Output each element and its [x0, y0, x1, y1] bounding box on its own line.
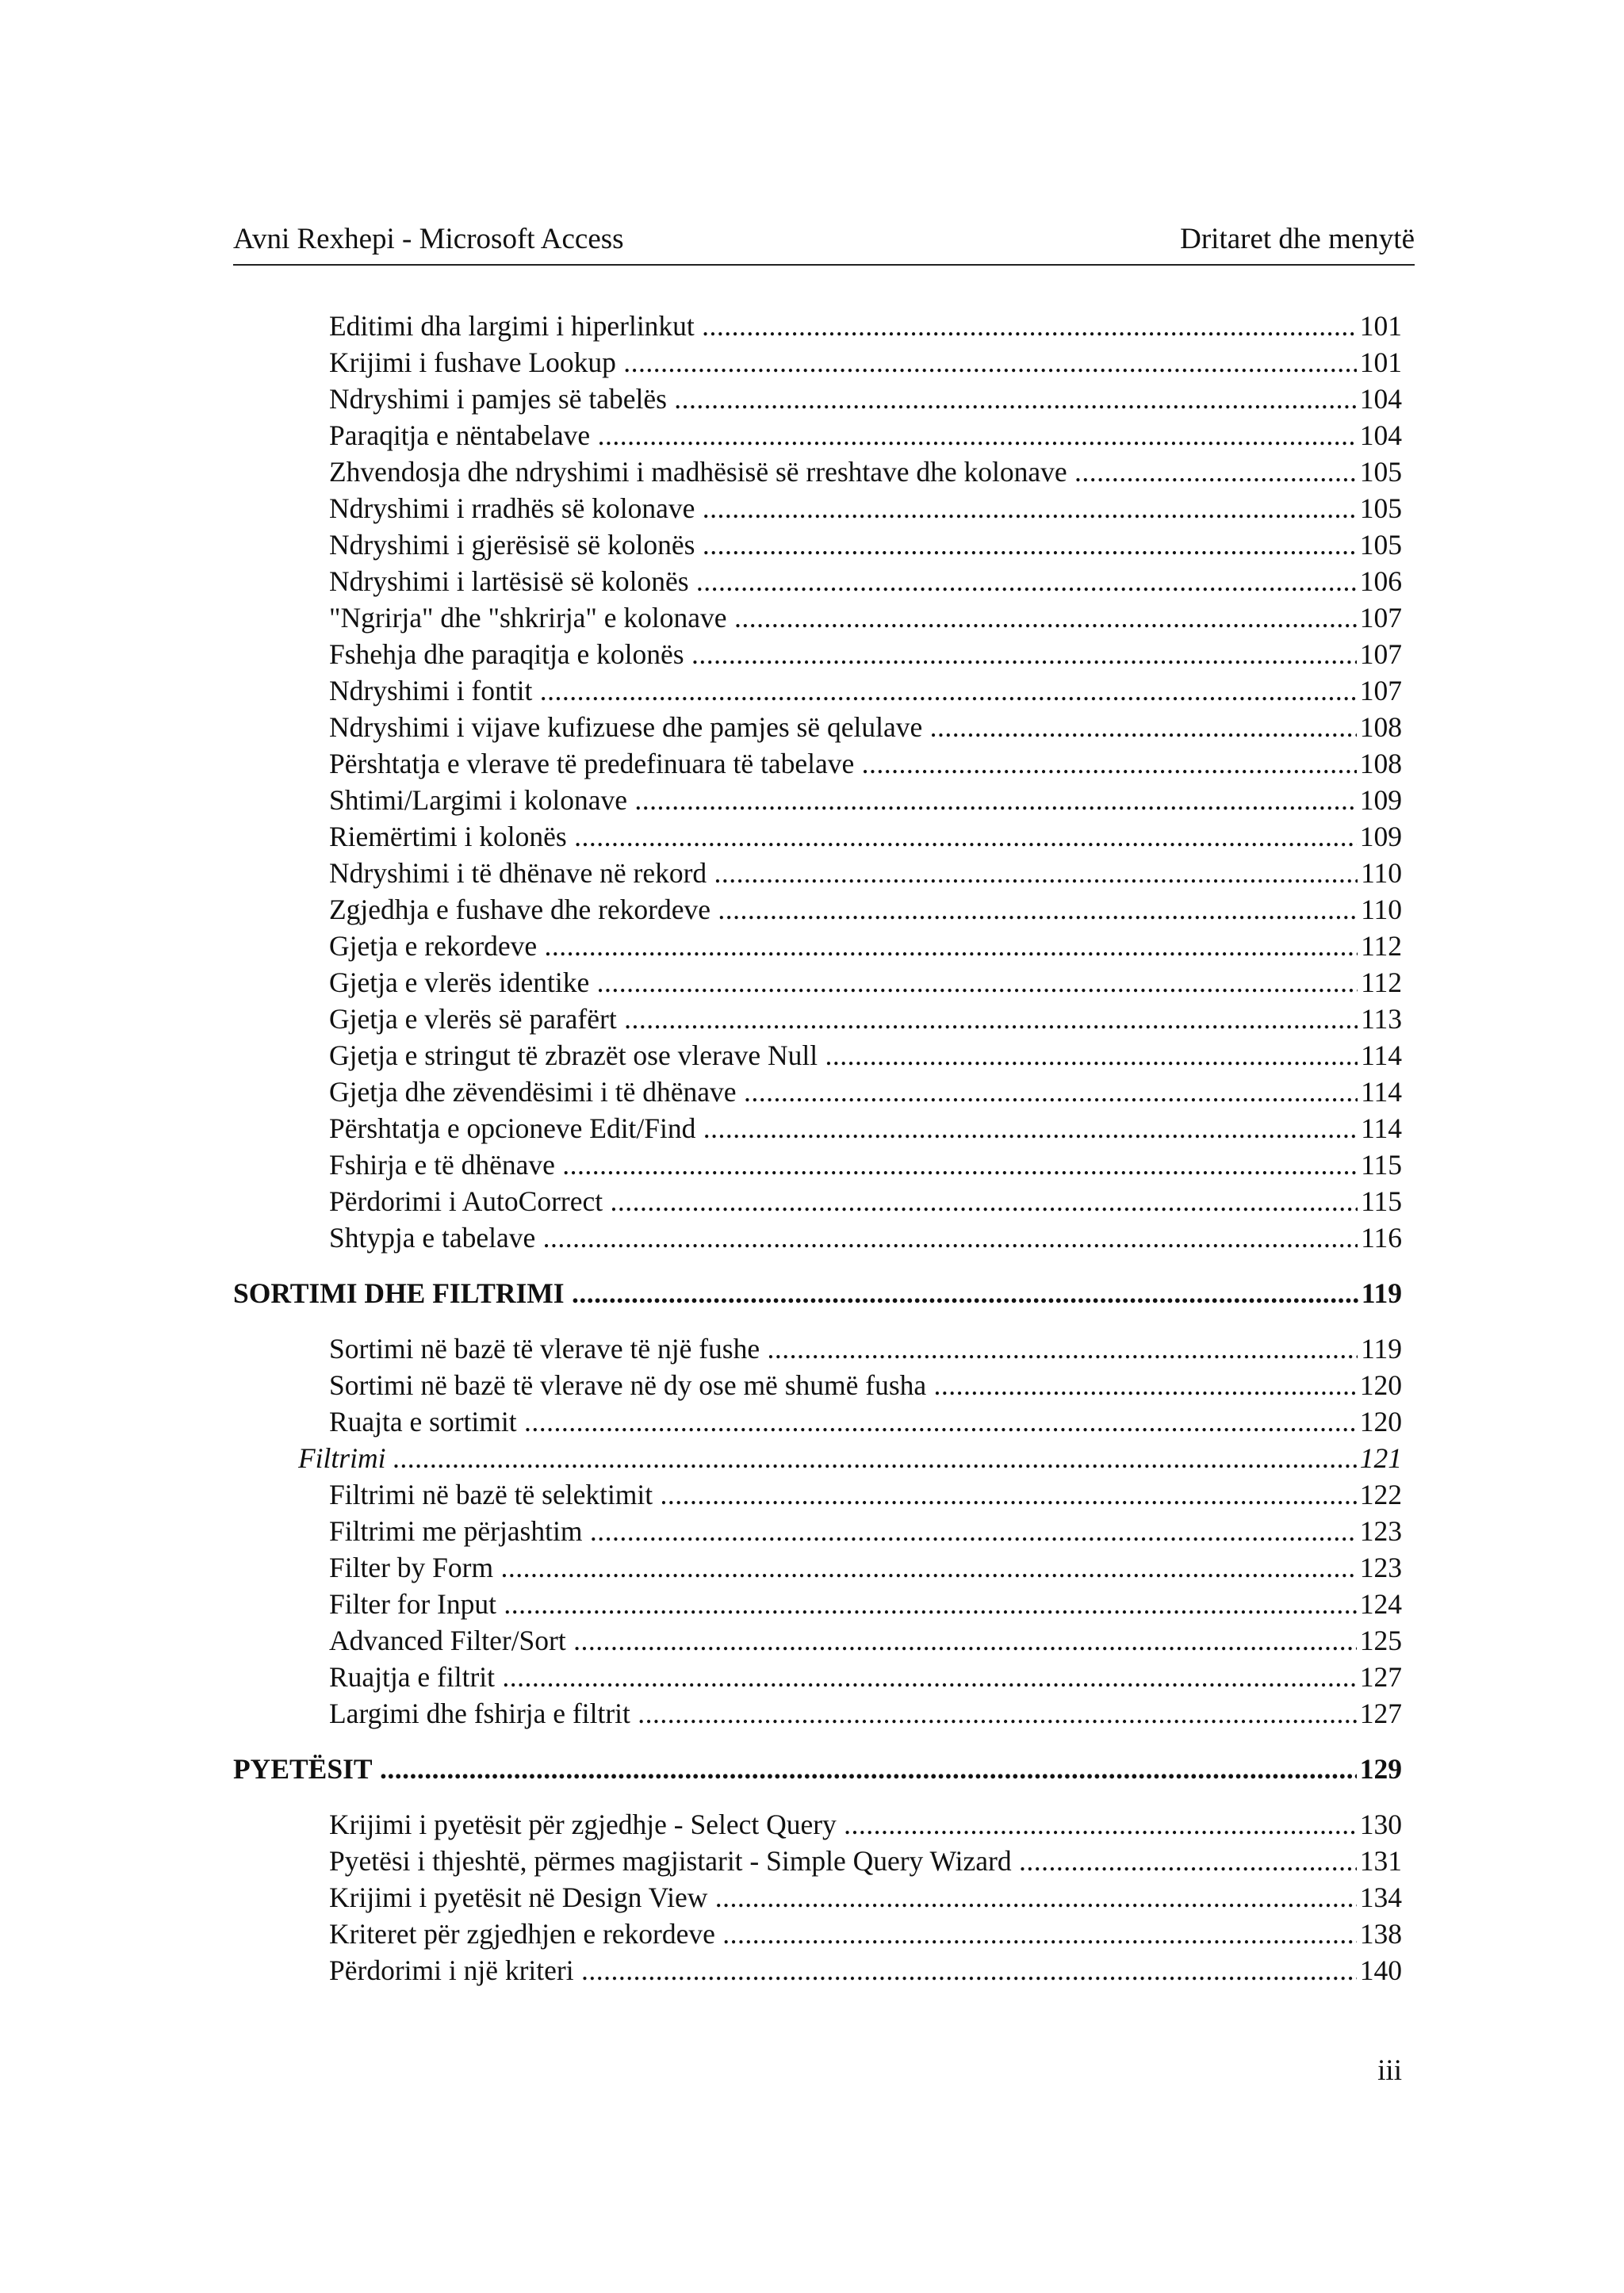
- toc-entry: [233, 563, 1402, 599]
- toc-entry-page: 107: [1357, 602, 1402, 634]
- toc-entry-title: Ndryshimi i fontit .....: [329, 675, 1402, 706]
- toc-entry-title: Krijimi i pyetësit në Design View .....: [329, 1881, 1402, 1913]
- toc-entry: [233, 672, 1402, 709]
- toc-entry: [233, 855, 1402, 891]
- toc-entry: [233, 1952, 1402, 1989]
- toc-entry-page: 114: [1358, 1039, 1402, 1071]
- toc-entry-page: 114: [1358, 1076, 1402, 1108]
- toc-entry: [233, 1586, 1402, 1622]
- toc-entry-title: Editimi dha largimi i hiperlinkut .....: [329, 310, 1402, 342]
- toc-entry: [233, 1183, 1402, 1219]
- toc-entry-page: 122: [1357, 1479, 1402, 1510]
- toc-entry-page: 114: [1358, 1112, 1402, 1144]
- toc-entry-title: Filtrimi .....: [298, 1442, 1402, 1474]
- toc-entry-page: 127: [1357, 1698, 1402, 1729]
- toc-entry-page: 138: [1357, 1918, 1402, 1950]
- toc-entry-title: Ndryshimi i të dhënave në rekord .....: [329, 857, 1402, 889]
- toc-entry-page: 112: [1358, 930, 1402, 962]
- toc-entry-title: Ndryshimi i lartësisë së kolonës .....: [329, 565, 1402, 597]
- toc-entry: [233, 454, 1402, 490]
- toc-entry-title: "Ngrirja" dhe "shkrirja" e kolonave .....: [329, 602, 1402, 634]
- toc-entry-title: Ruajtja e filtrit .....: [329, 1661, 1402, 1693]
- toc-entry-page: 109: [1357, 821, 1402, 852]
- toc-entry-page: 104: [1357, 383, 1402, 415]
- toc-entry: [233, 1219, 1402, 1256]
- toc-entry-page: 123: [1357, 1552, 1402, 1583]
- toc-entry-page: 134: [1357, 1881, 1402, 1913]
- toc-entry-title: Ndryshimi i gjerësisë së kolonës .....: [329, 529, 1402, 561]
- toc-entry-page: 104: [1357, 419, 1402, 451]
- toc-entry: [233, 709, 1402, 745]
- toc-entry: [233, 490, 1402, 526]
- toc-entry-title: Gjetja e vlerës së parafërt .....: [329, 1003, 1402, 1035]
- toc-entry-page: 129: [1357, 1753, 1402, 1785]
- toc-entry: [233, 381, 1402, 417]
- header-author-title: Avni Rexhepi - Microsoft Access: [233, 223, 624, 255]
- toc-entry-page: 106: [1357, 565, 1402, 597]
- running-header: [233, 222, 1415, 256]
- toc-entry-title: Fshehja dhe paraqitja e kolonës .....: [329, 638, 1402, 670]
- toc-entry-title: Sortimi në bazë të vlerave të një fushe .....: [329, 1333, 1402, 1365]
- toc-entry-title: Paraqitja e nëntabelave .....: [329, 419, 1402, 451]
- toc-entry-page: 110: [1358, 857, 1402, 889]
- toc-entry-title: Ndryshimi i vijave kufizuese dhe pamjes së qelulave .....: [329, 711, 1402, 743]
- toc-entry: [233, 1806, 1402, 1843]
- toc-entry: [233, 1622, 1402, 1659]
- toc-entry-title: Gjetja e vlerës identike .....: [329, 967, 1402, 998]
- toc-entry: [233, 308, 1402, 344]
- toc-entry-title: Riemërtimi i kolonës .....: [329, 821, 1402, 852]
- toc-section-entry: [233, 1440, 1402, 1476]
- toc-entry-title: Përdorimi i AutoCorrect .....: [329, 1185, 1402, 1217]
- toc-entry-title: Krijimi i pyetësit për zgjedhje - Select Query .....: [329, 1809, 1402, 1840]
- toc-entry-page: 101: [1357, 310, 1402, 342]
- toc-entry-page: 119: [1358, 1333, 1402, 1365]
- toc-entry-page: 101: [1357, 346, 1402, 378]
- toc-entry-page: 130: [1357, 1809, 1402, 1840]
- toc-entry-page: 121: [1357, 1442, 1402, 1474]
- toc-entry-page: 115: [1358, 1149, 1402, 1181]
- toc-entry: [233, 599, 1402, 636]
- toc-entry: [233, 1659, 1402, 1695]
- toc-entry-title: Pyetësi i thjeshtë, përmes magjistarit - Simple Query Wizard .....: [329, 1845, 1402, 1877]
- toc-entry-title: Filtrimi me përjashtim .....: [329, 1515, 1402, 1547]
- toc-entry: [233, 636, 1402, 672]
- toc-entry-page: 105: [1357, 492, 1402, 524]
- toc-entry-title: Gjetja e rekordeve .....: [329, 930, 1402, 962]
- toc-entry-page: 113: [1358, 1003, 1402, 1035]
- toc-chapter-entry: [233, 1751, 1402, 1790]
- toc-entry-title: Ndryshimi i pamjes së tabelës .....: [329, 383, 1402, 415]
- header-rule: [233, 264, 1415, 266]
- toc-entry-title: Fshirja e të dhënave .....: [329, 1149, 1402, 1181]
- toc-entry-title: Largimi dhe fshirja e filtrit .....: [329, 1698, 1402, 1729]
- toc-entry-page: 123: [1357, 1515, 1402, 1547]
- page-number: iii: [1377, 2054, 1402, 2087]
- toc-entry: [233, 1476, 1402, 1513]
- toc-entry-page: 109: [1357, 784, 1402, 816]
- toc-entry: [233, 1879, 1402, 1916]
- toc-entry-title: Krijimi i fushave Lookup .....: [329, 346, 1402, 378]
- toc-entry-page: 120: [1357, 1406, 1402, 1437]
- toc-entry-page: 124: [1357, 1588, 1402, 1620]
- toc-entry: [233, 417, 1402, 454]
- toc-entry-title: SORTIMI DHE FILTRIMI .....: [233, 1277, 1402, 1309]
- toc-entry: [233, 1916, 1402, 1952]
- toc-entry-title: Zhvendosja dhe ndryshimi i madhësisë së rreshtave dhe kolonave .....: [329, 456, 1402, 488]
- toc-entry: [233, 891, 1402, 928]
- toc-entry-title: Gjetja dhe zëvendësimi i të dhënave .....: [329, 1076, 1402, 1108]
- header-chapter-title: Dritaret dhe menytë: [1180, 223, 1415, 255]
- toc-entry-page: 127: [1357, 1661, 1402, 1693]
- toc-entry: [233, 818, 1402, 855]
- toc-entry: [233, 1001, 1402, 1037]
- toc-entry: [233, 1330, 1402, 1367]
- toc-entry-page: 119: [1358, 1277, 1402, 1309]
- toc-entry-title: Shtypja e tabelave .....: [329, 1222, 1402, 1254]
- toc-entry: [233, 964, 1402, 1001]
- toc-entry: [233, 344, 1402, 381]
- toc-entry: [233, 1110, 1402, 1146]
- toc-entry: [233, 1146, 1402, 1183]
- toc-entry-title: Ruajta e sortimit .....: [329, 1406, 1402, 1437]
- toc-entry-title: Filter by Form .....: [329, 1552, 1402, 1583]
- toc-entry-title: Ndryshimi i rradhës së kolonave .....: [329, 492, 1402, 524]
- toc-entry: [233, 1037, 1402, 1074]
- toc-entry-title: Zgjedhja e fushave dhe rekordeve .....: [329, 894, 1402, 925]
- toc-entry: [233, 782, 1402, 818]
- toc-entry-page: 116: [1358, 1222, 1402, 1254]
- toc-entry-page: 115: [1358, 1185, 1402, 1217]
- toc-entry-title: Përshtatja e opcioneve Edit/Find .....: [329, 1112, 1402, 1144]
- toc-entry: [233, 1843, 1402, 1879]
- table-of-contents: [233, 308, 1402, 1989]
- toc-entry: [233, 1074, 1402, 1110]
- toc-entry-title: PYETËSIT .....: [233, 1753, 1402, 1785]
- toc-entry: [233, 1513, 1402, 1549]
- toc-entry: [233, 745, 1402, 782]
- toc-entry-page: 108: [1357, 748, 1402, 779]
- toc-entry-page: 105: [1357, 456, 1402, 488]
- toc-entry: [233, 1695, 1402, 1732]
- toc-entry-title: Gjetja e stringut të zbrazët ose vlerave Null .....: [329, 1039, 1402, 1071]
- toc-entry-page: 107: [1357, 638, 1402, 670]
- toc-entry: [233, 1403, 1402, 1440]
- toc-entry-page: 112: [1358, 967, 1402, 998]
- toc-entry-title: Përdorimi i një kriteri .....: [329, 1954, 1402, 1986]
- toc-entry-title: Kriteret për zgjedhjen e rekordeve .....: [329, 1918, 1402, 1950]
- toc-entry-title: Sortimi në bazë të vlerave në dy ose më shumë fusha .....: [329, 1369, 1402, 1401]
- toc-chapter-entry: [233, 1275, 1402, 1315]
- toc-entry-page: 108: [1357, 711, 1402, 743]
- toc-entry-title: Shtimi/Largimi i kolonave .....: [329, 784, 1402, 816]
- toc-entry-page: 131: [1357, 1845, 1402, 1877]
- toc-entry: [233, 526, 1402, 563]
- toc-entry-title: Advanced Filter/Sort .....: [329, 1625, 1402, 1656]
- toc-entry: [233, 1549, 1402, 1586]
- toc-entry-title: Filtrimi në bazë të selektimit .....: [329, 1479, 1402, 1510]
- toc-entry-page: 107: [1357, 675, 1402, 706]
- toc-entry: [233, 928, 1402, 964]
- toc-entry: [233, 1367, 1402, 1403]
- toc-entry-title: Përshtatja e vlerave të predefinuara të tabelave .....: [329, 748, 1402, 779]
- toc-entry-page: 140: [1357, 1954, 1402, 1986]
- toc-entry-page: 125: [1357, 1625, 1402, 1656]
- toc-entry-title: Filter for Input .....: [329, 1588, 1402, 1620]
- toc-entry-page: 105: [1357, 529, 1402, 561]
- toc-entry-page: 120: [1357, 1369, 1402, 1401]
- toc-entry-page: 110: [1358, 894, 1402, 925]
